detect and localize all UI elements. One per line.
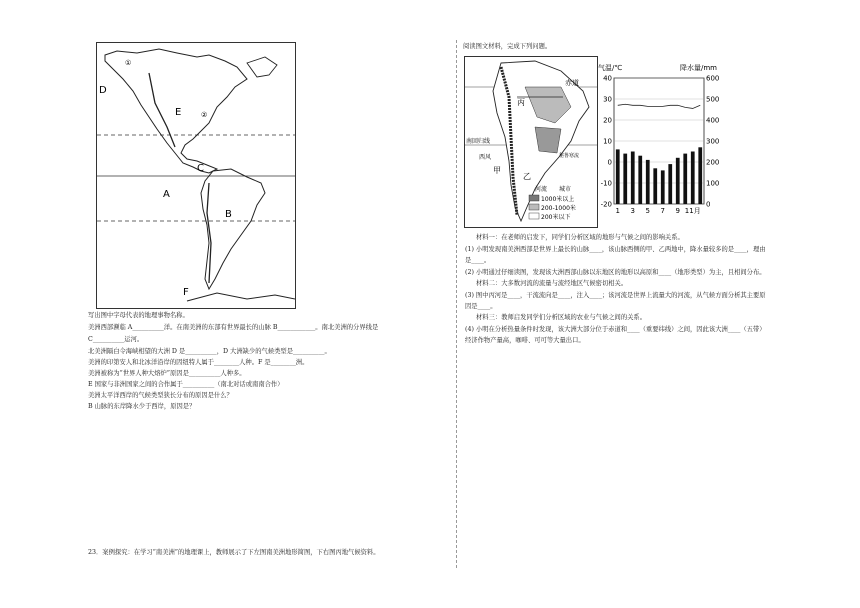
left-line-7: 美洲太平洋西岸的气候类型狭长分布的原因是什么？ — [88, 392, 233, 399]
right-intro: 阅读图文材料，完成下列问题。 — [463, 43, 552, 50]
precip-tick-label: 200 — [706, 158, 720, 167]
right-line-5: (3) 图中丙河是____，干流流向是____，注入____；该河流是世界上流量大的河流，从气候方面分析其主要原 — [465, 292, 766, 299]
left-line-2: C__________运河。 — [88, 336, 144, 343]
month-tick-label: 11月 — [684, 207, 701, 215]
precip-bar-12 — [698, 147, 702, 204]
precip-tick-label: 0 — [706, 200, 711, 209]
right-line-3: (2) 小明通过仔细读图，发现该大洲西部山脉以东地区的地形以高原和____（地形类型）为主，且相间分布。 — [465, 269, 766, 276]
precip-bar-3 — [631, 152, 635, 205]
label-e: E — [175, 107, 182, 118]
precip-tick-label: 500 — [706, 95, 720, 104]
temp-tick-label: 30 — [603, 95, 612, 104]
precip-tick-label: 300 — [706, 137, 720, 146]
right-line-6: 因是____。 — [465, 303, 497, 310]
temp-tick-label: 20 — [603, 116, 612, 125]
left-line-1: 美洲西部濒临 A__________洋。在南美洲的东部有世界最长的山脉 B____________。南北美洲的分界线是 — [88, 324, 379, 331]
temp-tick-label: 40 — [603, 74, 612, 83]
right-line-1: (1) 小明发现南美洲西部是世界上最长的山脉____，该山脉西侧的甲、乙两地中，降水量较多的是____，理由 — [465, 246, 766, 253]
label-a: A — [163, 189, 170, 200]
precip-bar-5 — [646, 160, 650, 204]
precip-tick-label: 100 — [706, 179, 720, 188]
legend-river: 河流 — [535, 186, 548, 193]
xifeng-label: 西风 — [479, 154, 492, 161]
temp-tick-label: 0 — [607, 158, 612, 167]
tropic-label: 南回归线 — [466, 138, 491, 145]
temperature-line — [618, 104, 701, 108]
precip-bar-1 — [616, 149, 620, 204]
yi-label: 乙 — [523, 172, 531, 181]
label-1: ① — [125, 59, 132, 67]
temp-tick-label: 10 — [603, 137, 612, 146]
left-line-4: 美洲的印第安人和北冰洋沿岸的因纽特人属于________人种。F 是________洲。 — [88, 359, 309, 366]
left-line-5: 美洲被称为“世界人种大熔炉”原因是__________人种多。 — [88, 370, 246, 377]
right-line-9: 经济作物产量高，咖啡、可可等大量出口。 — [465, 337, 585, 344]
right-line-2: 是____。 — [465, 257, 491, 264]
bing-label: 丙 — [517, 98, 525, 107]
south-america-map-svg — [465, 57, 597, 227]
legend-city: 城市 — [559, 186, 572, 193]
right-line-7: 材料三：教师启发同学们分析区域的农业与气候之间的关系。 — [476, 314, 647, 321]
left-line-8: B 山脉的东岸降水少于西岸，原因是？ — [88, 403, 196, 410]
climate-chart — [596, 60, 730, 226]
current-label: 秘鲁寒流 — [559, 153, 580, 159]
right-line-4: 材料二：大多数河流的流量与流经地区气候密切相关。 — [476, 280, 628, 287]
label-c: C — [197, 163, 204, 174]
americas-map-svg — [97, 43, 295, 308]
precip-bar-9 — [676, 158, 680, 204]
precip-bar-8 — [668, 164, 672, 204]
precip-tick-label: 600 — [706, 74, 720, 83]
legend-200-1000: 200-1000米 — [541, 205, 576, 212]
precip-bar-6 — [653, 168, 657, 204]
legend-1000: 1000米以上 — [541, 196, 575, 203]
legend-200: 200米以下 — [541, 214, 571, 221]
month-tick-label: 3 — [630, 207, 635, 215]
jia-label: 甲 — [493, 166, 501, 175]
month-tick-label: 9 — [675, 207, 680, 215]
precip-bar-7 — [661, 170, 665, 204]
temp-tick-label: -20 — [600, 200, 612, 209]
label-f: F — [183, 287, 189, 298]
precip-bar-2 — [623, 154, 627, 204]
south-america-map — [464, 56, 598, 228]
precip-bar-10 — [683, 154, 687, 204]
americas-map — [96, 42, 296, 309]
precip-tick-label: 400 — [706, 116, 720, 125]
column-divider — [456, 40, 457, 568]
month-tick-label: 7 — [660, 207, 665, 215]
question-23: 23．案例探究：在学习“南美洲”的地理课上，教师展示了下左图南美洲地形简图，下右图丙地气候资料。 — [88, 549, 380, 556]
right-line-0: 材料一：在老师的启发下，同学们分析区域的地形与气候之间的影响关系。 — [476, 234, 684, 241]
right-line-8: (4) 小明在分析热量条件时发现，该大洲大部分位于赤道和____（重要纬线）之间，因此该大洲____（五带） — [465, 326, 766, 333]
precip-axis-label: 降水量/mm — [680, 64, 717, 72]
left-line-6: E 国家与非洲国家之间的合作属于__________（南北对话或南南合作） — [88, 381, 284, 388]
precip-bar-4 — [638, 156, 642, 204]
month-tick-label: 1 — [615, 207, 620, 215]
label-b: B — [225, 209, 232, 220]
temp-tick-label: -10 — [600, 179, 612, 188]
left-line-3: 北美洲隔白令海峡相望的大洲 D 是__________，D 大洲缺少的气候类型是__________。 — [88, 348, 331, 355]
precip-bar-11 — [691, 152, 695, 205]
equator-label: 赤道 — [565, 79, 579, 87]
temp-axis-label: 气温/℃ — [598, 64, 623, 72]
month-tick-label: 5 — [645, 207, 650, 215]
label-d: D — [99, 85, 107, 96]
label-2: ② — [201, 111, 208, 119]
left-line-0: 写出图中字母代表的地理事物名称。 — [88, 312, 189, 319]
